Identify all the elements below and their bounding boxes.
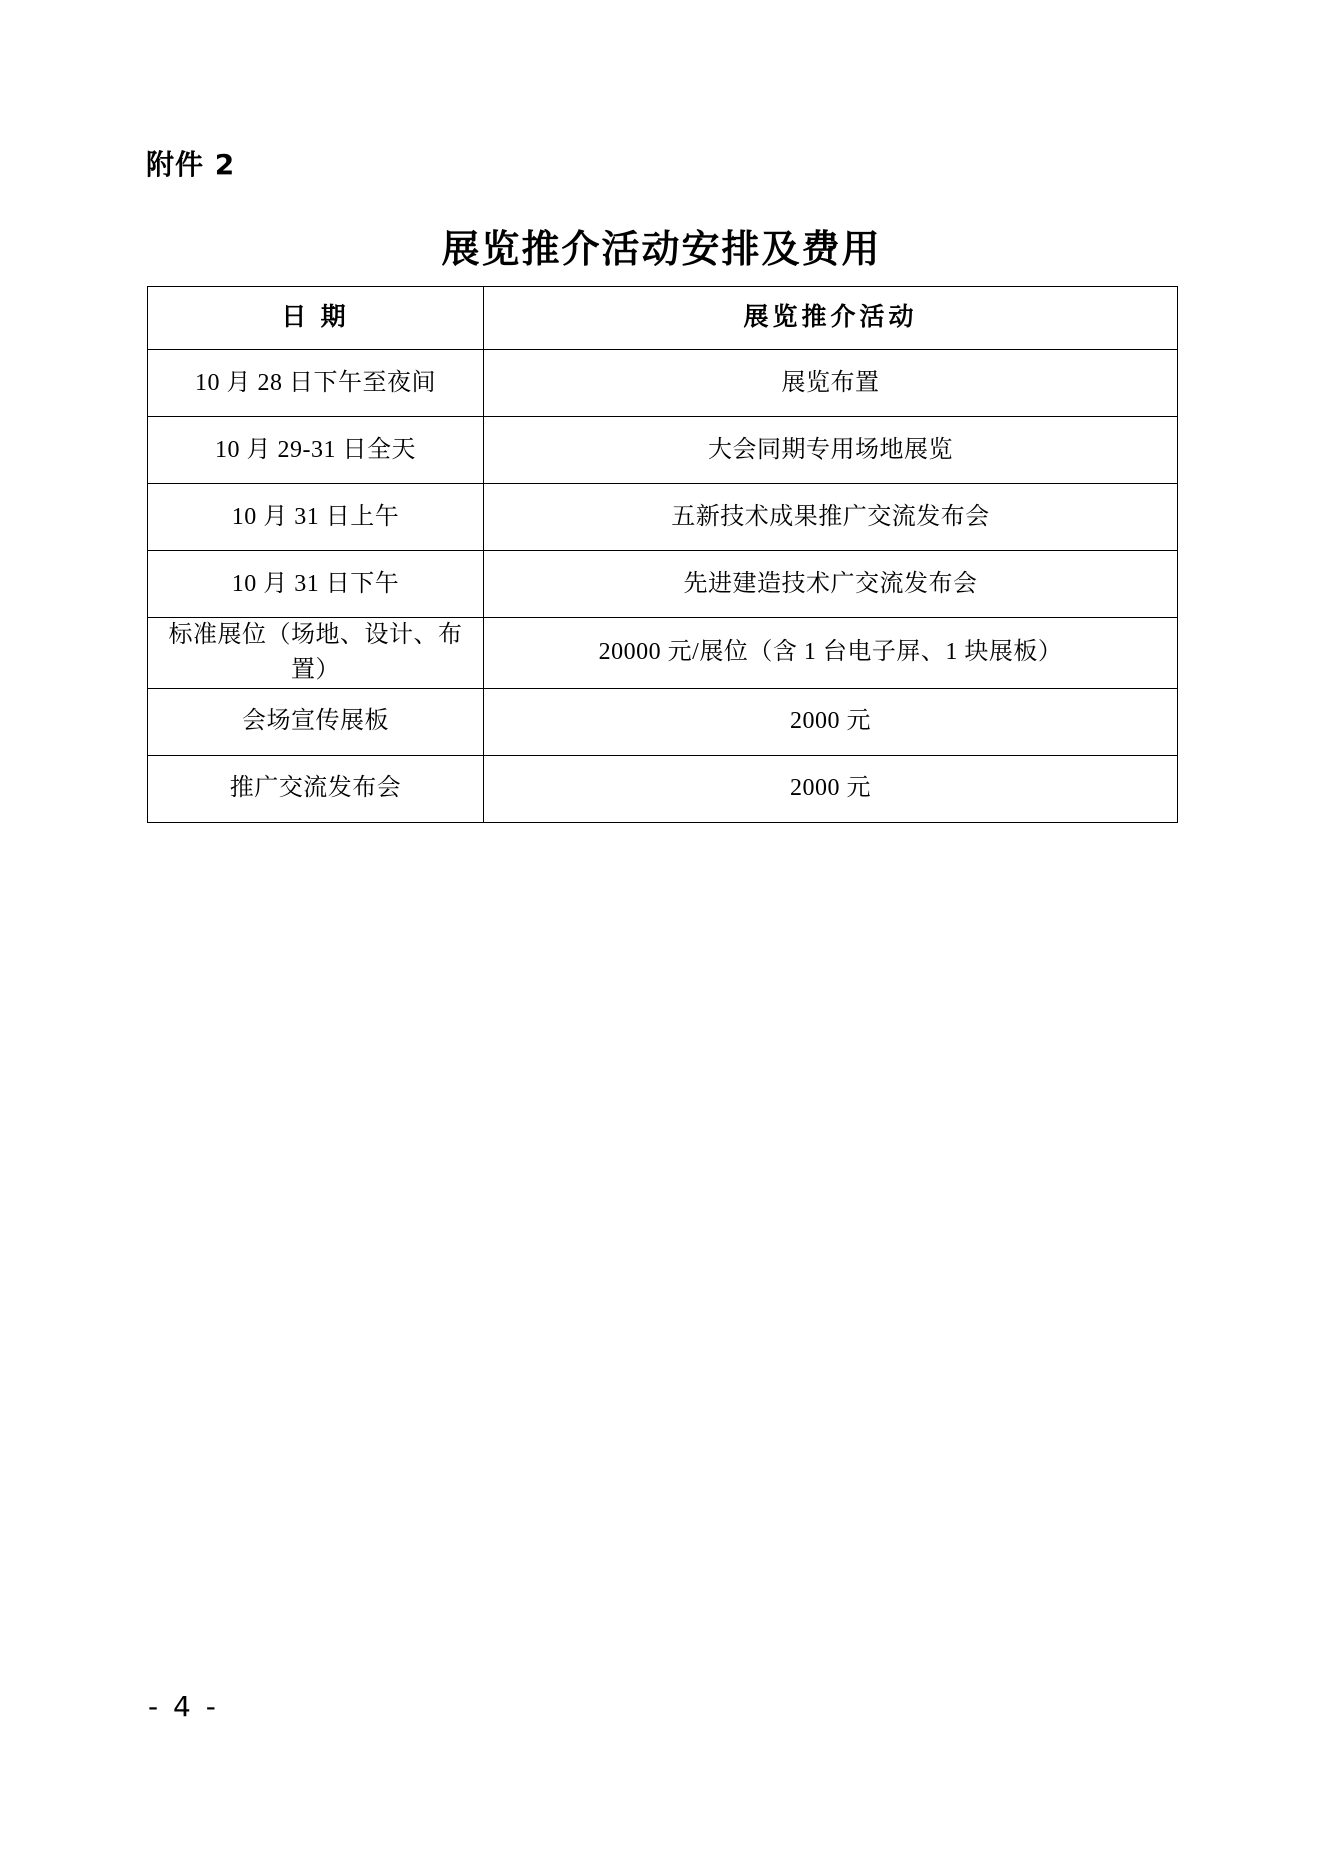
- table-row: [148, 350, 1178, 417]
- table-header-row: [148, 287, 1178, 350]
- cell-date: 标准展位（场地、设计、布置）: [148, 618, 484, 689]
- table-row: [148, 618, 1178, 689]
- cell-activity: 20000 元/展位（含 1 台电子屏、1 块展板）: [484, 618, 1178, 689]
- cell-activity: 五新技术成果推广交流发布会: [484, 484, 1178, 551]
- cell-date: 会场宣传展板: [148, 688, 484, 755]
- cell-activity: 2000 元: [484, 688, 1178, 755]
- cell-activity: 展览布置: [484, 350, 1178, 417]
- cell-activity: 2000 元: [484, 755, 1178, 822]
- page-number: - 4 -: [148, 1690, 219, 1723]
- column-header-activity: 展览推介活动: [484, 287, 1178, 350]
- cell-date: 10 月 31 日下午: [148, 551, 484, 618]
- table-row: [148, 484, 1178, 551]
- cell-date: 推广交流发布会: [148, 755, 484, 822]
- cell-activity: 大会同期专用场地展览: [484, 417, 1178, 484]
- table-row: [148, 755, 1178, 822]
- cell-activity: 先进建造技术广交流发布会: [484, 551, 1178, 618]
- table-row: [148, 688, 1178, 755]
- attachment-label: 附件 2: [146, 148, 236, 181]
- column-header-date: 日 期: [148, 287, 484, 350]
- table-row: [148, 551, 1178, 618]
- exhibition-schedule-table: [147, 286, 1178, 823]
- cell-date: 10 月 28 日下午至夜间: [148, 350, 484, 417]
- page-title: 展览推介活动安排及费用: [441, 226, 882, 271]
- cell-date: 10 月 29-31 日全天: [148, 417, 484, 484]
- cell-date: 10 月 31 日上午: [148, 484, 484, 551]
- table-row: [148, 417, 1178, 484]
